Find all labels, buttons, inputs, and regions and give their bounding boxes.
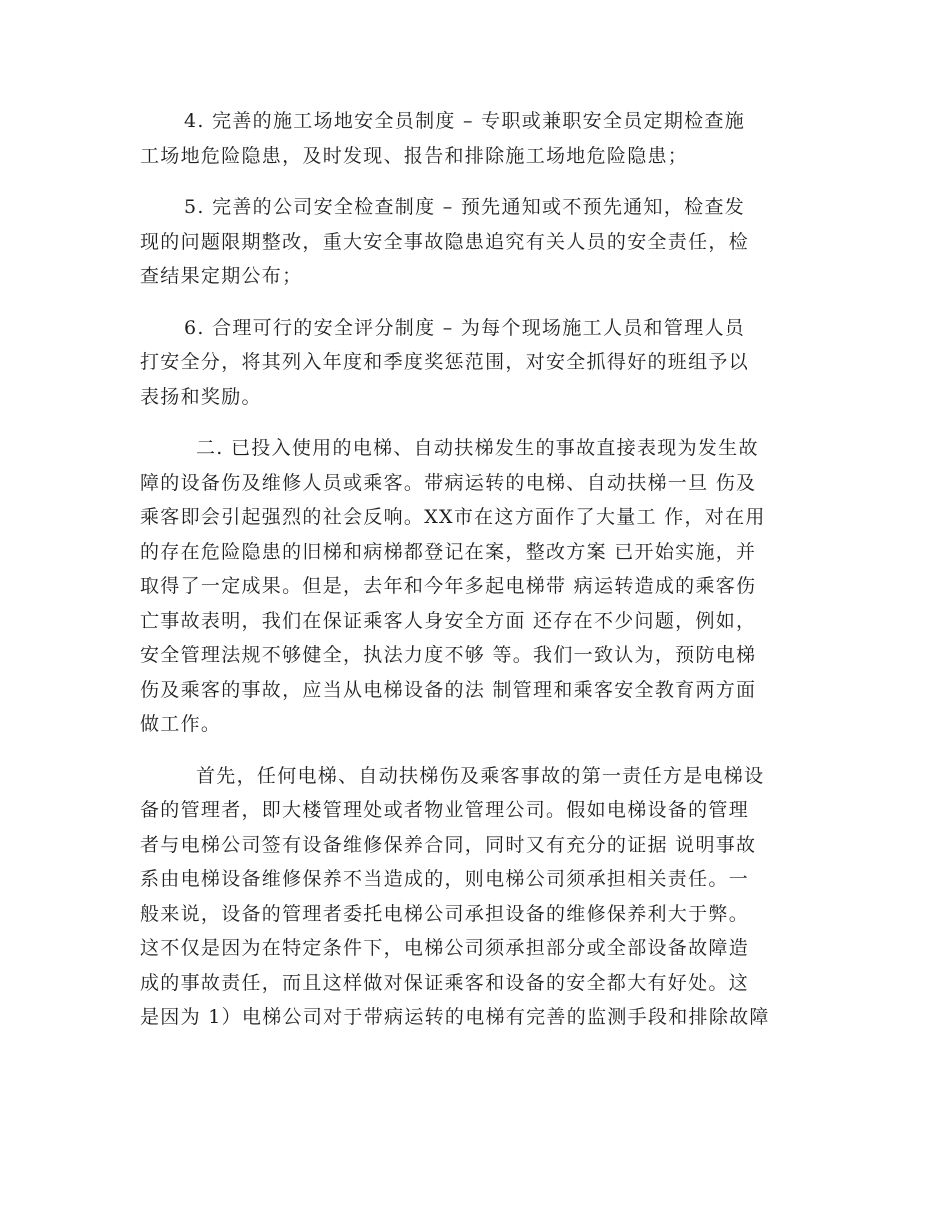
text-line: 障的设备伤及维修人员或乘客。带病运转的电梯、自动扶梯一旦 伤及 (140, 471, 757, 494)
text-line: 这不仅是因为在特定条件下，电梯公司须承担部分或全部设备故障造 (140, 937, 750, 959)
text-line: 5. 完善的公司安全检查制度 – 预先通知或不预先通知，检查发 (184, 196, 746, 218)
text-line: 安全管理法规不够健全，执法力度不够 等。我们一致认为，预防电梯 (140, 644, 757, 666)
paragraph-item-6 (140, 311, 800, 415)
text-line: 6. 合理可行的安全评分制度 – 为每个现场施工人员和管理人员 (184, 316, 746, 339)
text-line: 的存在危险隐患的旧梯和病梯都登记在案，整改方案 已开始实施，并 (140, 540, 757, 563)
text-line: 现的问题限期整改，重大安全事故隐患追究有关人员的安全责任，检 (140, 230, 750, 253)
text-line: 取得了一定成果。但是，去年和今年多起电梯带 病运转造成的乘客伤 (140, 575, 757, 597)
text-line: 工场地危险隐患，及时发现、报告和排除施工场地危险隐患； (140, 144, 689, 167)
document-body (140, 104, 800, 1052)
text-line: 查结果定期公布； (140, 265, 303, 287)
text-line: 备的管理者，即大楼管理处或者物业管理公司。假如电梯设备的管理 (140, 799, 750, 821)
paragraph-section-2 (140, 431, 800, 742)
text-line: 系由电梯设备维修保养不当造成的，则电梯公司须承担相关责任。一 (140, 868, 750, 890)
text-line: 亡事故表明，我们在保证乘客人身安全方面 还存在不少问题，例如， (140, 609, 757, 632)
text-line: 是因为 1）电梯公司对于带病运转的电梯有完善的监测手段和排除故障 (140, 1006, 770, 1028)
text-line: 伤及乘客的事故，应当从电梯设备的法 制管理和乘客安全教育两方面 (140, 678, 757, 701)
text-line: 成的事故责任，而且这样做对保证乘客和设备的安全都大有好处。这 (140, 971, 750, 994)
text-line: 乘客即会引起强烈的社会反响。XX市在这方面作了大量工 作，对在用 (140, 506, 766, 528)
text-line: 表扬和奖励。 (140, 385, 262, 408)
text-line: 二. 已投入使用的电梯、自动扶梯发生的事故直接表现为发生故 (196, 437, 759, 459)
text-line: 做工作。 (140, 713, 222, 735)
text-line: 4. 完善的施工场地安全员制度 – 专职或兼职安全员定期检查施 (184, 110, 746, 132)
paragraph-item-5 (140, 190, 800, 294)
paragraph-item-4 (140, 104, 800, 173)
text-line: 打安全分，将其列入年度和季度奖惩范围，对安全抓得好的班组予以 (140, 351, 750, 373)
paragraph-first-point (140, 759, 800, 1035)
text-line: 者与电梯公司签有设备维修保养合同，同时又有充分的证据 说明事故 (140, 833, 757, 856)
text-line: 般来说，设备的管理者委托电梯公司承担设备的维修保养利大于弊。 (140, 902, 750, 925)
text-line: 首先，任何电梯、自动扶梯伤及乘客事故的第一责任方是电梯设 (196, 764, 765, 787)
